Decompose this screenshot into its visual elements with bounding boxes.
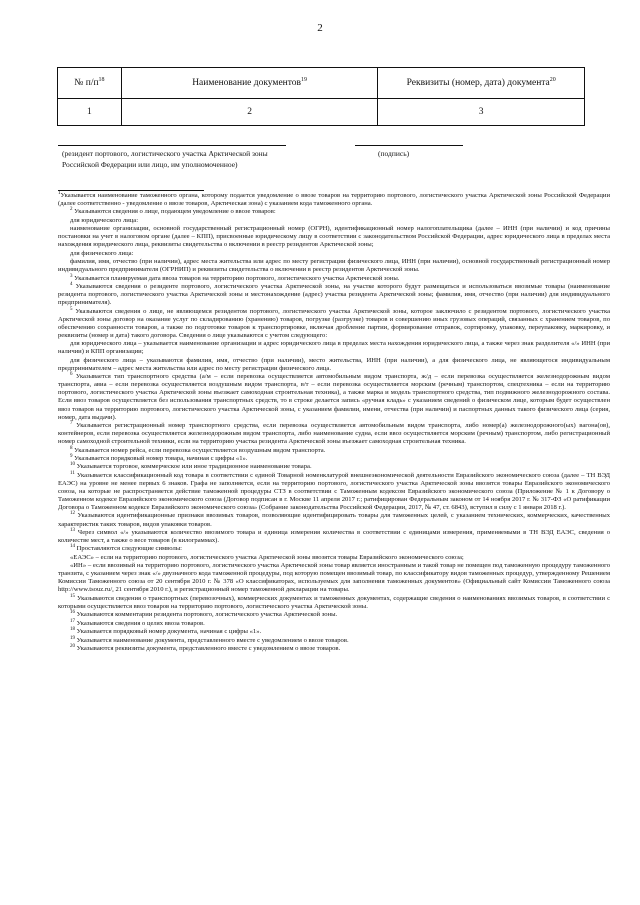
footnote <box>58 472 610 512</box>
footnote-text: Указываются идентификационные признаки ввозимых товаров, позволяющие идентифицировать товары для таможенных целей, с указанием технических, коммерческих, качественных характеристик таких товаров, видов упаковки товаров. <box>58 512 610 528</box>
header-text: Реквизиты (номер, дата) документа <box>406 78 550 88</box>
footnote-number: 18 <box>70 627 75 633</box>
footnote-text: Указывается порядковый номер товара, начиная с цифры «1». <box>72 454 248 462</box>
footnote-number: 17 <box>70 618 75 624</box>
column-header-number <box>58 68 122 99</box>
footnote-separator <box>58 190 204 191</box>
footnote <box>58 225 610 249</box>
footnote-text: «ИН» – если ввозимый на территорию портового, логистического участка Арктической зоны товар является иностранным и такой товар не помещен под таможенную процедуру таможенного транзита, с указанием через знак «/» двузначного кода таможенной процедуры, под которую помещен ввозимый товар, по классификатору видов таможенных процедур, утвержденному Решением Комиссии Таможенного союза от 20 сентября 2010 г. № 378 «О классификаторах, используемых для заполнения таможенных документов» (Официальный сайт Комиссии Таможенного союза http://www.tsouz.ru/, 21 сентября 2010 г.), и регистрационный номер таможенной декларации на товары. <box>58 562 610 594</box>
footnote <box>58 463 610 471</box>
footnote <box>58 208 610 216</box>
footnote-text: фамилия, имя, отчество (при наличии), адрес места жительства или адрес по месту регистрации физического лица, ИНН (при наличии), основной государственный регистрационный номер индивидуального предпринимателя (ОГРНИП) и реквизиты свидетельства о включении в реестр резидентов Арктической зоны. <box>58 258 610 274</box>
header-text: № п/п <box>74 78 99 88</box>
footnote-number: 8 <box>70 445 73 451</box>
footnote-text: Указывается наименование таможенного органа, которому подается уведомление о ввозе товаров на территорию портового, логистического участка Арктической зоны Российской Федерации (далее соответственно - уведомление о ввозе товаров, Арктическая зона) с указанием кода таможенного органа. <box>58 192 610 208</box>
footnote <box>58 340 610 356</box>
column-header-document-details <box>378 68 585 99</box>
signature-line <box>355 145 463 146</box>
footnote-number: 10 <box>70 462 75 468</box>
footnote-text: Указываются сведения о лице, подающем уведомление о ввозе товаров: <box>72 208 276 216</box>
footnote-number: 13 <box>70 527 75 533</box>
footnote-text: Указываются сведения о целях ввоза товаров. <box>75 619 205 627</box>
footnote-ref: 20 <box>549 76 556 83</box>
footnote <box>58 422 610 446</box>
footnote-text: Указывается регистрационный номер транспортного средства, если перевозка осуществляется автомобильным видом транспорта, либо номер(а) железнодорожного(ых) вагона(ов), контейнеров, если перевозка осуществляется железнодорожным видом транспорта, либо наименование судна, если ввоз осуществляется морским (речным) транспортом, либо регистрационный номер самоходной строительной техники, если на территорию участка резидента Арктической зоны въезжает самоходная строительная техника. <box>58 422 610 446</box>
footnote <box>58 250 610 258</box>
footnote-number: 1 <box>58 190 61 196</box>
footnote-text: Проставляются следующие символы: <box>75 545 183 553</box>
footnote <box>58 217 610 225</box>
footnote-number: 14 <box>70 544 75 550</box>
footnote-text: Указывается порядковый номер документа, начиная с цифры «1». <box>75 628 262 636</box>
footnote-text: для юридического лица – указывается наименование организации и адрес юридического лица в пределах места нахождения юридического лица, а также через знак разделителя «/» ИНН (при наличии) и КПП организации; <box>58 340 610 356</box>
footnote-text: Указываются сведения о транспортных (перевозочных), коммерческих документах и таможенных документах, содержащие сведения о наименованиях ввозимых товаров, в соответствии с которыми осуществляется ввоз товаров на территорию портового, логистического участка Арктической зоны. <box>58 594 610 610</box>
footnote <box>58 192 610 208</box>
footnote-text: Указывается тип транспортного средства (а/м – если перевозка осуществляется автомобильным видом транспорта, ж/д – если перевозка осуществляется железнодорожным видом транспорта, авиа – если перевозка осуществляется воздушным видом транспорта, в/т – если перевозка осуществляется морским (речным) транспортом, спецтехника – если на территорию портового, логистического участка Арктической зоны въезжает самоходная строительная техника), а также марка и модель транспортного средства, тип подвижного железнодорожного состава. Если ввоз товаров осуществляется без использования транспортных средств, то в строке делается запись «ручная кладь» с указанием сведений о физическом лице, которым будет осуществлен ввоз товаров на территорию портового, логистического участка Арктической зоны, с указанием фамилии, имени, отчества (при наличии) и паспортных данных такого физического лица (серия, номер, дата выдачи). <box>58 373 610 421</box>
footnote <box>58 455 610 463</box>
footnotes-section <box>58 192 610 654</box>
footnote-text: Указывается планируемая дата ввоза товаров на территорию портового, логистического участка Арктической зоны. <box>72 274 400 282</box>
footnote-text: для юридического лица: <box>70 216 139 224</box>
footnote-number: 20 <box>70 643 75 649</box>
footnote-text: Указывается классификационный код товара в соответствии с единой Товарной номенклатурой внешнеэкономической деятельности Евразийского экономического союза (далее – ТН ВЭД ЕАЭС) на уровне не менее первых 6 знаков. Графа не заполняется, если на территорию портового, логистического участка Арктической зоны ввозятся товары Евразийского экономического союза, на которые не распространяется действие таможенной процедуры СТЗ в соответствии с Таможенным кодексом Евразийского экономического союза (Приложение № 1 к Договору о Таможенном кодексе Евразийского экономического союза (Договор подписан в г. Москве 11 апреля 2017 г.; ратифицирован Федеральным законом от 14 ноября 2017 г. № 317-ФЗ «О ратификации Договора о Таможенном кодексе Евразийского экономического союза» (Собрание законодательства Российской Федерации, 2017, № 47, ст. 6843), вступил в силу с 1 января 2018 г.). <box>58 471 610 512</box>
table-row <box>58 99 585 126</box>
footnote <box>58 545 610 553</box>
footnote <box>58 529 610 545</box>
table-header-row <box>58 68 585 99</box>
footnote-number: 5 <box>70 306 73 312</box>
column-header-document-name <box>121 68 378 99</box>
footnote-number: 19 <box>70 635 75 641</box>
footnote <box>58 628 610 636</box>
footnote-number: 12 <box>70 511 75 517</box>
footnote <box>58 283 610 307</box>
footnote-text: «ЕАЭС» – если на территорию портового, логистического участка Арктической зоны ввозятся товары Евразийского экономического союза; <box>70 553 464 561</box>
footnote <box>58 620 610 628</box>
footnote-ref: 19 <box>301 76 308 83</box>
footnote <box>58 595 610 611</box>
footnote-number: 6 <box>70 372 73 378</box>
footnote <box>58 308 610 340</box>
table-cell: 2 <box>121 99 378 126</box>
footnote-number: 4 <box>70 282 73 288</box>
footnote-ref: 18 <box>98 76 105 83</box>
footnote <box>58 562 610 594</box>
page-number: 2 <box>317 22 323 34</box>
footnote-number: 16 <box>70 610 75 616</box>
resident-caption: (резидент портового, логистического участка Арктической зоны Российской Федерации или лицо, им уполномоченное) <box>62 149 268 169</box>
footnote <box>58 357 610 373</box>
signature-caption: (подпись) <box>378 149 410 158</box>
footnote-number: 2 <box>70 207 73 213</box>
footnote <box>58 447 610 455</box>
footnote <box>58 637 610 645</box>
footnote <box>58 645 610 653</box>
footnote <box>58 611 610 619</box>
footnote-number: 11 <box>70 470 75 476</box>
header-text: Наименование документов <box>192 78 302 88</box>
footnote-number: 3 <box>70 273 73 279</box>
footnote-text: Указывается наименование документа, представленного вместе с уведомлением о ввозе товаров. <box>75 636 349 644</box>
footnote-text: наименование организации, основной государственный регистрационный номер (ОГРН), идентификационный номер налогоплательщика (далее – ИНН (при наличии) и код причины постановки на учет в налоговом органе (далее – КПП), присвоенные юридическому лицу в соответствии с законодательством Российской Федерации, адрес юридического лица в пределах места нахождения юридического лица, реквизиты свидетельства о включении в реестр резидентов Арктической зоны; <box>58 225 610 249</box>
footnote-text: Указывается торговое, коммерческое или иное традиционное наименование товара. <box>75 463 312 471</box>
footnote-text: Указываются комментарии резидента портового, логистического участка Арктической зоны. <box>75 611 338 619</box>
footnote-text: для физического лица: <box>70 249 134 257</box>
footnote-text: Указываются сведения о лице, не являющемся резидентом портового, логистического участка Арктической зоны, которое заключило с резидентом портового, логистического участка Арктической зоны договор на оказание услуг по складированию (хранению) товаров, погрузке (разгрузке) товаров и совершению иных грузовых операций, связанных с хранением товаров, по обеспечению сохранности товаров, а также по подготовке товаров к транспортировке, включая дробление партии, формирование отправок, сортировку, упаковку, переупаковку, маркировку, и реквизиты (номер и дата) такого договора. Сведения о лице указываются с учетом следующего: <box>58 307 610 339</box>
footnote-number: 9 <box>70 453 73 459</box>
footnote <box>58 275 610 283</box>
footnote <box>58 554 610 562</box>
footnote <box>58 373 610 421</box>
resident-signature-line <box>58 145 286 146</box>
footnote-text: Указывается номер рейса, если перевозка осуществляется воздушным видом транспорта. <box>72 446 326 454</box>
footnote-text: Указываются сведения о резиденте портового, логистического участка Арктической зоны, на участке которого будут размещаться и использоваться ввозимые товары (наименование резидента портового, логистического участка Арктической зоны и местонахождение (адрес) участка резидента Арктической зоны; фамилия, имя, отчество (при наличии) для индивидуального предпринимателя). <box>58 283 610 307</box>
footnote-number: 15 <box>70 593 75 599</box>
table-cell: 1 <box>58 99 122 126</box>
table-cell: 3 <box>378 99 585 126</box>
footnote-text: для физического лица – указываются фамилия, имя, отчество (при наличии), место жительства, ИНН (при наличии), а для физического лица, не являющегося индивидуальным предпринимателем – адрес места жительства или адрес по месту регистрации физического лица. <box>58 356 610 372</box>
documents-table <box>57 67 585 126</box>
footnote-number: 7 <box>70 420 73 426</box>
footnote-text: Через символ «/» указываются количество ввозимого товара и единица измерения количества в соответствии с единицами измерения, применяемыми в ТН ВЭД ЕАЭС, сведения о количестве мест, а также о весе товаров (в килограммах). <box>58 528 610 544</box>
footnote <box>58 258 610 274</box>
footnote-text: Указываются реквизиты документа, представленного вместе с уведомлением о ввозе товаров. <box>75 645 341 653</box>
footnote <box>58 512 610 528</box>
